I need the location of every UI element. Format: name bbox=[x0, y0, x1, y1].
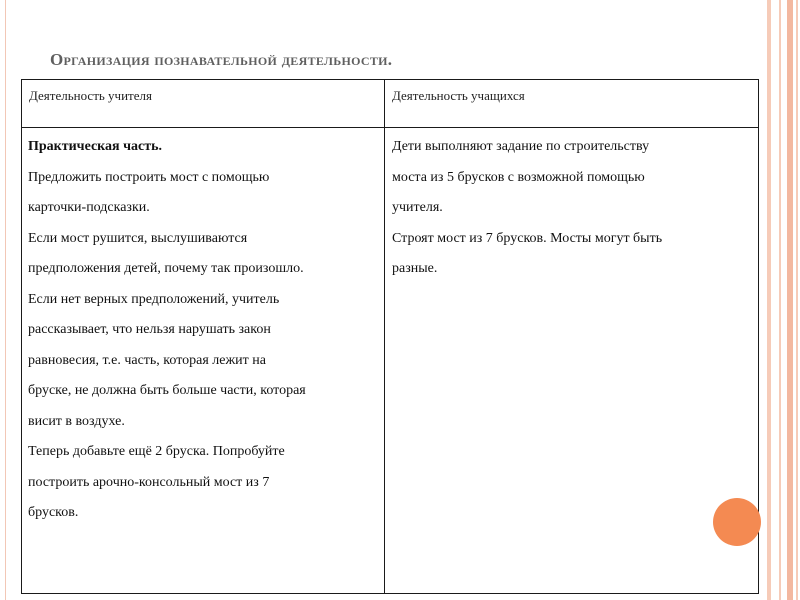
header-student-activity: Деятельность учащихся bbox=[392, 88, 525, 103]
teacher-line: бруске, не должна быть больше части, которая bbox=[28, 383, 306, 398]
teacher-line: карточки-подсказки. bbox=[28, 200, 150, 215]
student-line: Строят мост из 7 брусков. Мосты могут быть bbox=[392, 230, 663, 246]
student-line: моста из 5 брусков с возможной помощью bbox=[392, 169, 645, 185]
teacher-line: рассказывает, что нельзя нарушать закон bbox=[28, 322, 271, 337]
student-line: разные. bbox=[392, 261, 438, 276]
frame-stripe-right bbox=[767, 0, 771, 600]
student-line: Дети выполняют задание по строительству bbox=[392, 139, 650, 154]
teacher-line: Теперь добавьте ещё 2 бруска. Попробуйте bbox=[28, 444, 285, 459]
teacher-line: Практическая часть. bbox=[28, 139, 162, 154]
teacher-line: Если нет верных предположений, учитель bbox=[28, 291, 280, 307]
frame-stripe-right bbox=[787, 0, 793, 600]
table-column-divider bbox=[384, 80, 385, 593]
slide-title: Организация познавательной деятельности. bbox=[50, 50, 393, 69]
teacher-line: равновесия, т.е. часть, которая лежит на bbox=[28, 352, 266, 368]
student-activity-cell bbox=[392, 132, 752, 285]
decorative-orange-circle bbox=[713, 498, 761, 546]
frame-line-left bbox=[5, 0, 6, 600]
teacher-line: брусков. bbox=[28, 505, 79, 520]
teacher-line: висит в воздухе. bbox=[28, 413, 125, 429]
table-header-divider bbox=[22, 127, 758, 128]
teacher-activity-cell bbox=[28, 132, 380, 529]
teacher-line: построить арочно-консольный мост из 7 bbox=[28, 474, 270, 490]
student-line: учителя. bbox=[392, 200, 443, 215]
frame-stripe-right bbox=[779, 0, 781, 600]
teacher-line: предположения детей, почему так произошло. bbox=[28, 261, 304, 276]
header-teacher-activity: Деятельность учителя bbox=[29, 88, 152, 103]
frame-stripe-right bbox=[796, 0, 798, 600]
teacher-line: Предложить построить мост с помощью bbox=[28, 169, 270, 185]
teacher-line: Если мост рушится, выслушиваются bbox=[28, 230, 248, 246]
activity-table bbox=[21, 79, 759, 594]
